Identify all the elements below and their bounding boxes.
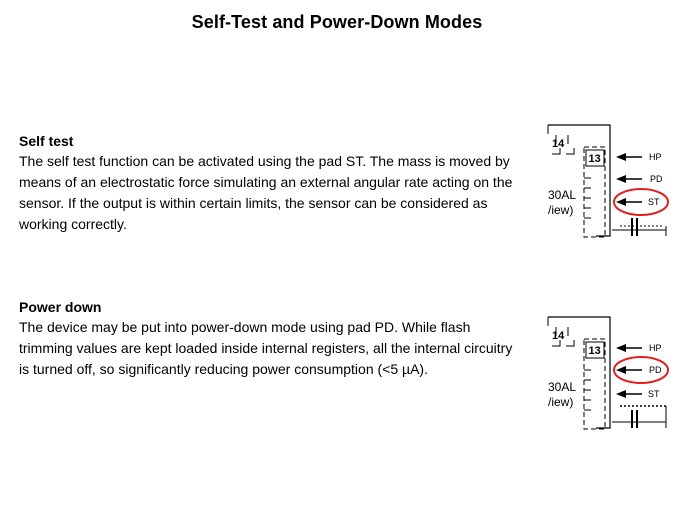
pin-label-pd: PD: [650, 174, 663, 184]
pin-box-number: 13: [588, 345, 601, 357]
power-down-pin-diagram: [546, 312, 670, 432]
part-label-1: 30AL: [548, 380, 577, 394]
power-down-section: [19, 297, 519, 380]
pin-label-st: ST: [648, 389, 660, 399]
pin-label-hp: HP: [649, 343, 662, 353]
pin-label-hp: HP: [649, 152, 662, 162]
self-test-body: The self test function can be activated using the pad ST. The mass is moved by means of an electrostatic force simulating an external angular rate acting on the sensor. If the output is within certain limits, the sensor can be considered as working correctly.: [19, 153, 513, 232]
pin-label-pd: PD: [649, 365, 662, 375]
pin-top-number: 14: [552, 138, 565, 150]
pin-top-number: 14: [552, 330, 565, 342]
power-down-body: The device may be put into power-down mode using pad PD. While flash trimming values are kept loaded inside internal registers, all the internal circuitry is turned off, so significantly reducing power consumption (<5 µA).: [19, 319, 513, 377]
self-test-heading: Self test: [19, 133, 74, 149]
self-test-pin-diagram: [546, 120, 670, 240]
part-label-2: /iew): [548, 203, 574, 217]
self-test-section: [19, 131, 519, 235]
pin-label-st: ST: [648, 197, 660, 207]
pin-box-number: 13: [588, 153, 601, 165]
pin-diagram-svg: [546, 120, 670, 240]
part-label-2: /iew): [548, 395, 574, 409]
part-label-1: 30AL: [548, 188, 577, 202]
pin-diagram-svg: [546, 312, 670, 432]
power-down-heading: Power down: [19, 299, 102, 315]
slide-title: Self-Test and Power-Down Modes: [191, 12, 483, 32]
